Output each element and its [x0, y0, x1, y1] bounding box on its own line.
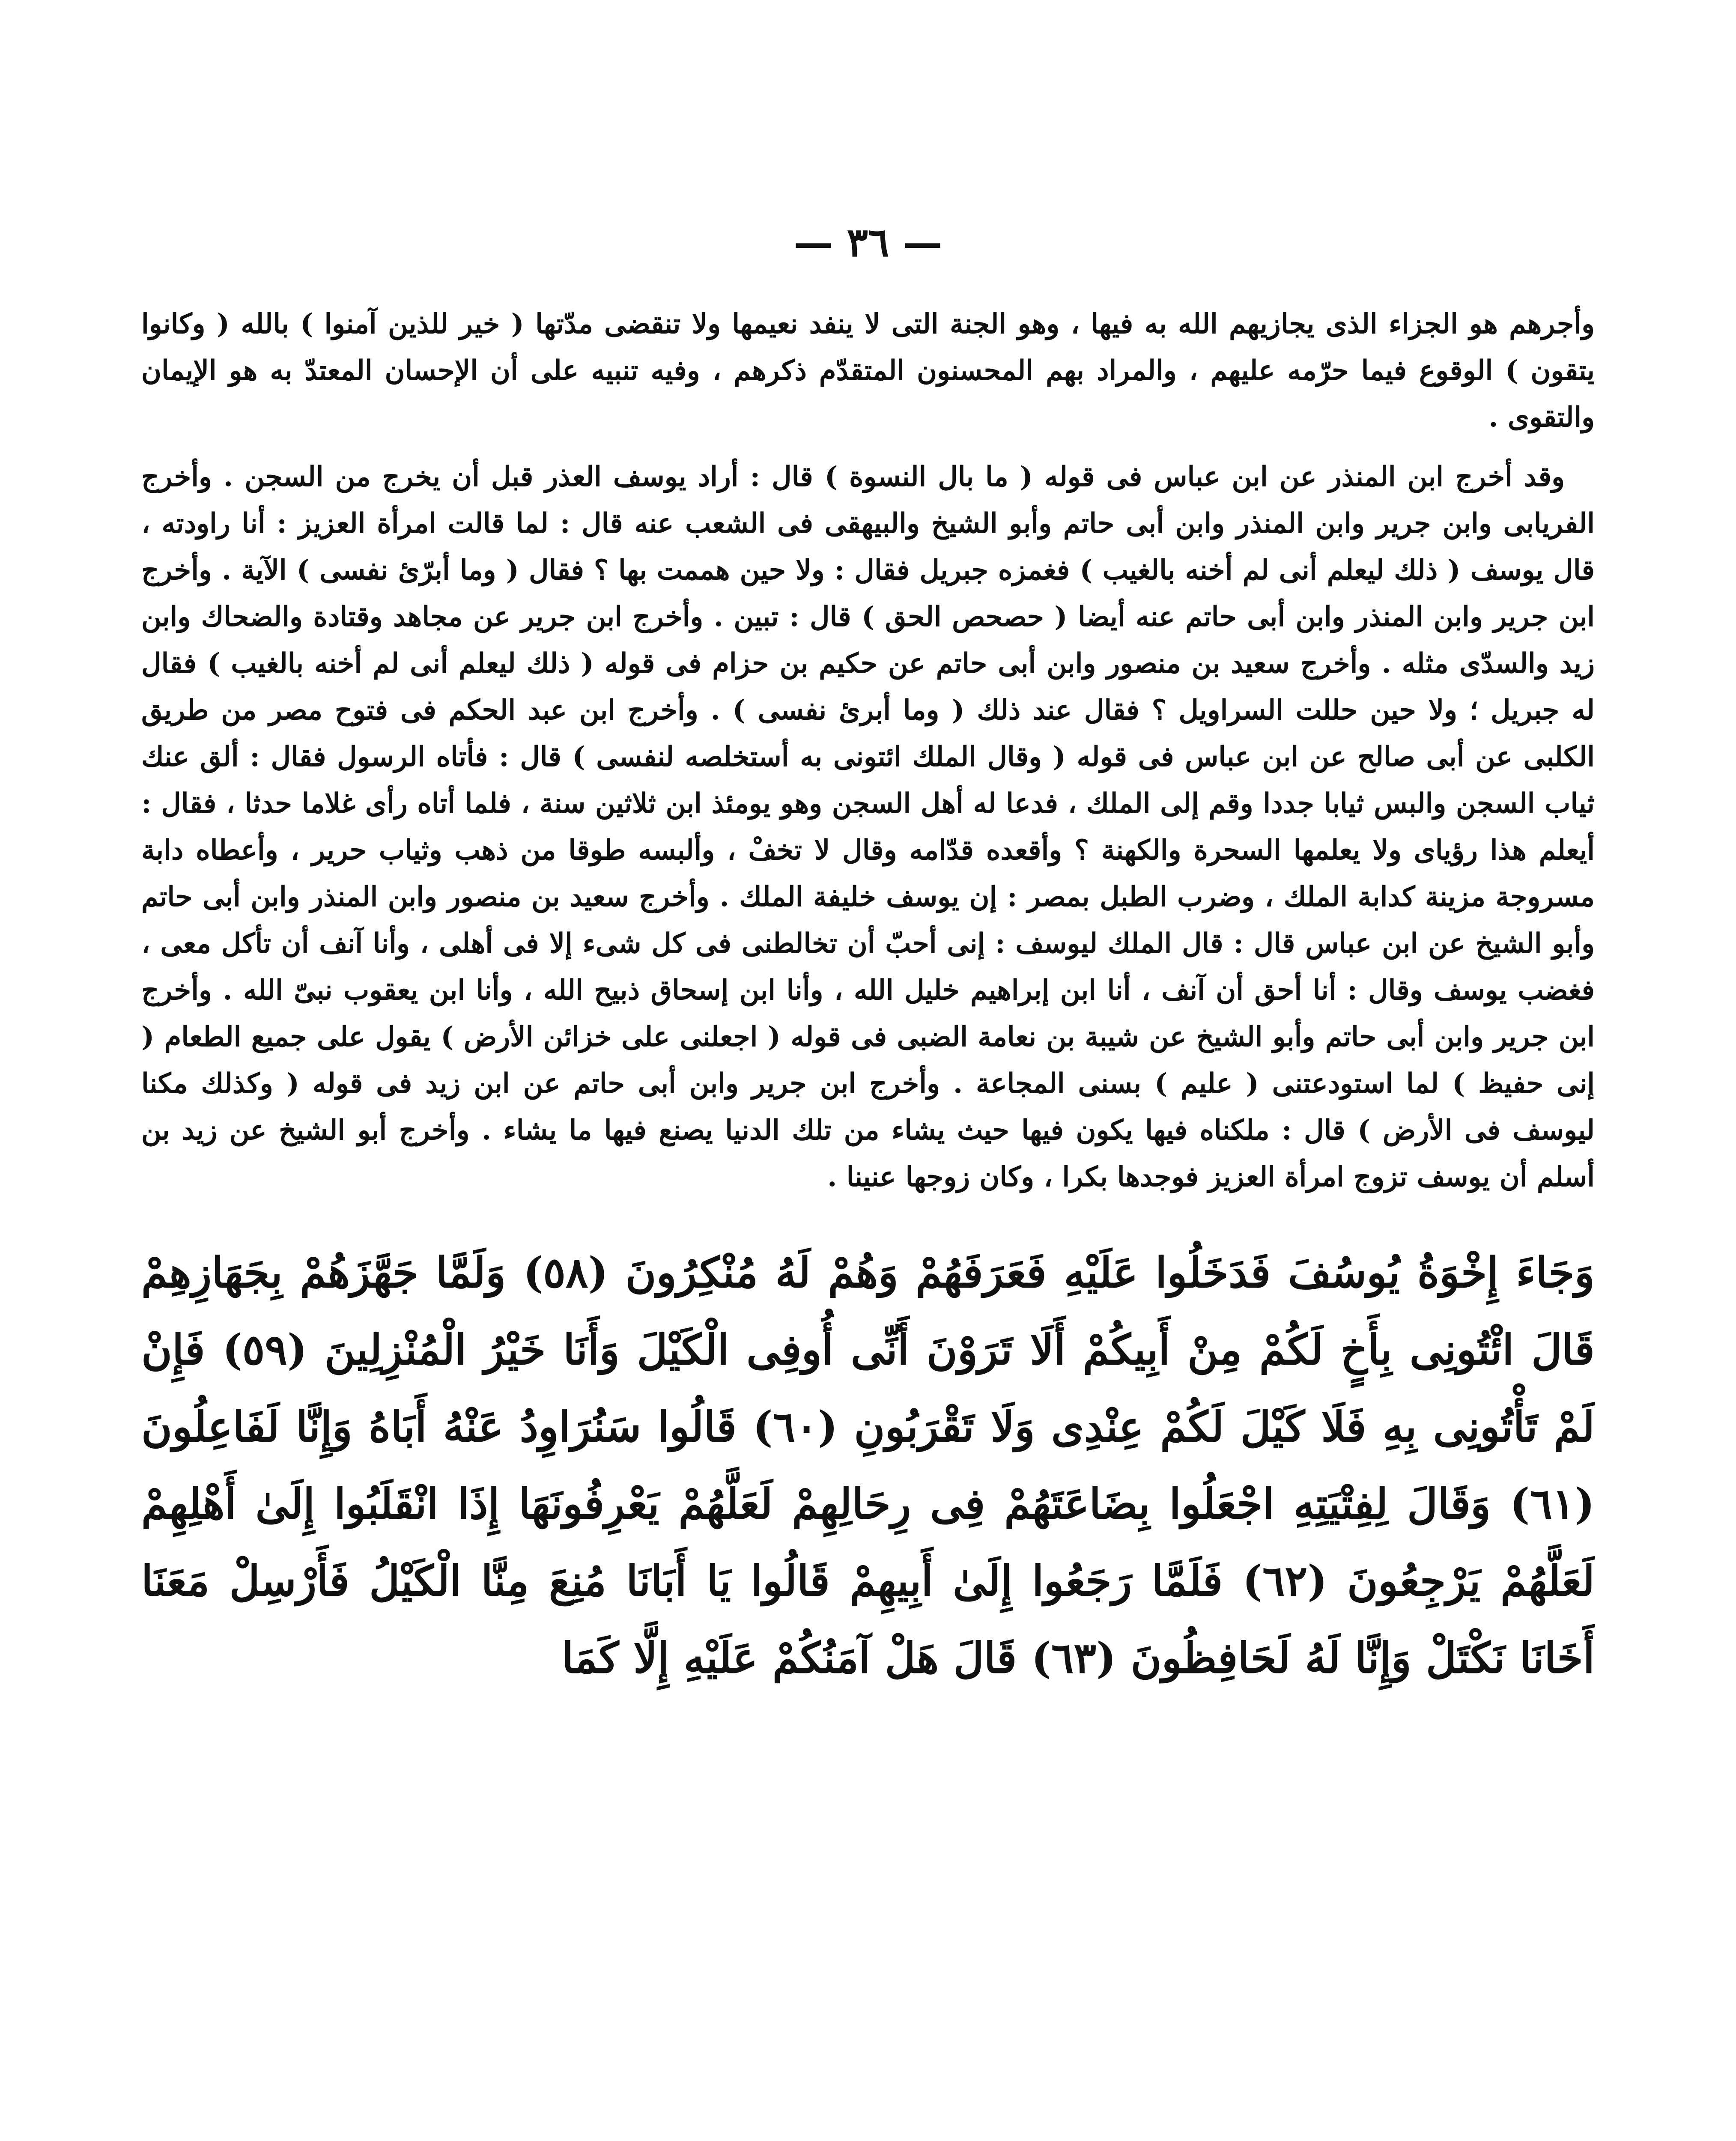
quran-verses: وَجَاءَ إِخْوَةُ يُوسُفَ فَدَخَلُوا عَلَيْهِ فَعَرَفَهُمْ وَهُمْ لَهُ مُنْكِرُونَ (٥٨) وَلَمَّا جَهَّزَهُمْ بِجَهَازِهِمْ قَالَ ائْتُونِى بِأَخٍ لَكُمْ مِنْ أَبِيكُمْ أَلَا تَرَوْنَ أَنِّى أُوفِى الْكَيْلَ وَأَنَا خَيْرُ الْمُنْزِلِينَ (٥٩) فَإِنْ لَمْ تَأْتُونِى بِهِ فَلَا كَيْلَ لَكُمْ عِنْدِى وَلَا تَقْرَبُونِ (٦٠) قَالُوا سَنُرَاوِدُ عَنْهُ أَبَاهُ وَإِنَّا لَفَاعِلُونَ (٦١) وَقَالَ لِفِتْيَتِهِ اجْعَلُوا بِضَاعَتَهُمْ فِى رِحَالِهِمْ لَعَلَّهُمْ يَعْرِفُونَهَا إِذَا انْقَلَبُوا إِلَىٰ أَهْلِهِمْ لَعَلَّهُمْ يَرْجِعُونَ (٦٢) فَلَمَّا رَجَعُوا إِلَىٰ أَبِيهِمْ قَالُوا يَا أَبَانَا مُنِعَ مِنَّا الْكَيْلُ فَأَرْسِلْ مَعَنَا أَخَانَا نَكْتَلْ وَإِنَّا لَهُ لَحَافِظُونَ (٦٣) قَالَ هَلْ آمَنُكُمْ عَلَيْهِ إِلَّا كَمَا [141, 1248, 1595, 1683]
page-number: — ٣٦ — [793, 223, 943, 265]
book-page [141, 223, 1595, 2141]
tafsir-paragraph-1: وأجرهم هو الجزاء الذى يجازيهم الله به فيها ، وهو الجنة التى لا ينفد نعيمها ولا تنقضى مدّتها ( خير للذين آمنوا ) بالله ( وكانوا يتقون ) الوقوع فيما حرّمه عليهم ، والمراد بهم المحسنون المتقدّم ذكرهم ، وفيه تنبيه على أن الإحسان المعتدّ به هو الإيمان والتقوى . [141, 308, 1595, 433]
tafsir-paragraph-2: وقد أخرج ابن المنذر عن ابن عباس فى قوله ( ما بال النسوة ) قال : أراد يوسف العذر قبل أن يخرج من السجن . وأخرج الفريابى وابن جرير وابن المنذر وابن أبى حاتم وأبو الشيخ والبيهقى فى الشعب عنه قال : لما قالت امرأة العزيز : أنا راودته ، قال يوسف ( ذلك ليعلم أنى لم أخنه بالغيب ) فغمزه جبريل فقال : ولا حين هممت بها ؟ فقال ( وما أبرّئ نفسى ) الآية . وأخرج ابن جرير وابن المنذر وابن أبى حاتم عنه أيضا ( حصحص الحق ) قال : تبين . وأخرج ابن جرير عن مجاهد وقتادة والضحاك وابن زيد والسدّى مثله . وأخرج سعيد بن منصور وابن أبى حاتم عن حكيم بن حزام فى قوله ( ذلك ليعلم أنى لم أخنه بالغيب ) فقال له جبريل ؛ ولا حين حللت السراويل ؟ فقال عند ذلك ( وما أبرئ نفسى ) . وأخرج ابن عبد الحكم فى فتوح مصر من طريق الكلبى عن أبى صالح عن ابن عباس فى قوله ( وقال الملك ائتونى به أستخلصه لنفسى ) قال : فأتاه الرسول فقال : ألق عنك ثياب السجن والبس ثيابا جددا وقم إلى الملك ، فدعا له أهل السجن وهو يومئذ ابن ثلاثين سنة ، فلما أتاه رأى غلاما حدثا ، فقال : أيعلم هذا رؤياى ولا يعلمها السحرة والكهنة ؟ وأقعده قدّامه وقال لا تخفْ ، وألبسه طوقا من ذهب وثياب حرير ، وأعطاه دابة مسروجة مزينة كدابة الملك ، وضرب الطبل بمصر : إن يوسف خليفة الملك . وأخرج سعيد بن منصور وابن المنذر وابن أبى حاتم وأبو الشيخ عن ابن عباس قال : قال الملك ليوسف : إنى أحبّ أن تخالطنى فى كل شىء إلا فى أهلى ، وأنا آنف أن تأكل معى ، فغضب يوسف وقال : أنا أحق أن آنف ، أنا ابن إبراهيم خليل الله ، وأنا ابن إسحاق ذبيح الله ، وأنا ابن يعقوب نبىّ الله . وأخرج ابن جرير وابن أبى حاتم وأبو الشيخ عن شيبة بن نعامة الضبى فى قوله ( اجعلنى على خزائن الأرض ) يقول على جميع الطعام ( إنى حفيظ ) لما استودعتنى ( عليم ) بسنى المجاعة . وأخرج ابن جرير وابن أبى حاتم عن ابن زيد فى قوله ( وكذلك مكنا ليوسف فى الأرض ) قال : ملكناه فيها يكون فيها حيث يشاء من تلك الدنيا يصنع فيها ما يشاء . وأخرج أبو الشيخ عن زيد بن أسلم أن يوسف تزوج امرأة العزيز فوجدها بكرا ، وكان زوجها عنينا . [141, 461, 1595, 1193]
